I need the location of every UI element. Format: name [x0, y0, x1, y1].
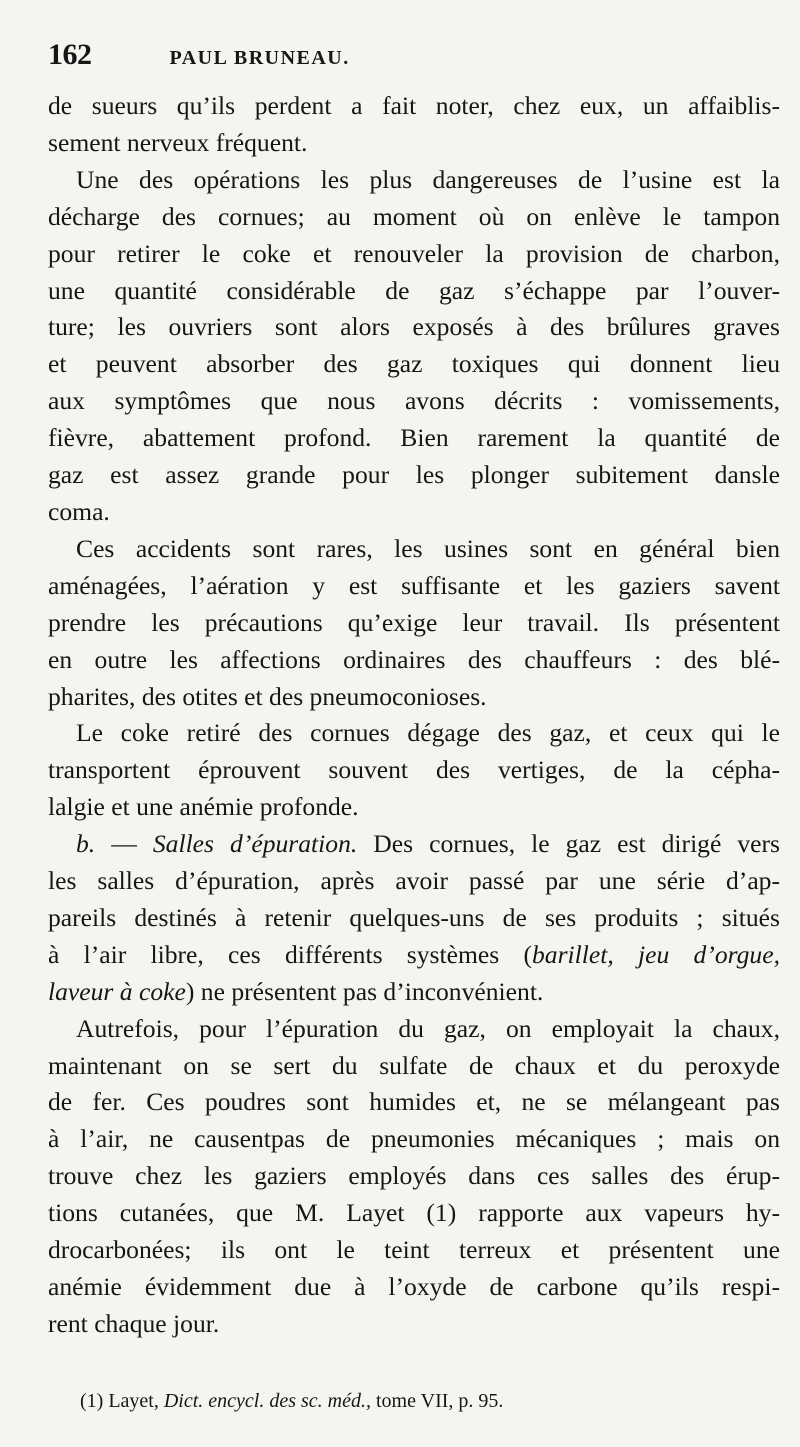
text-line: à l’air libre, ces différents systèmes (barillet, jeu d’orgue,: [48, 939, 780, 969]
text-line: sement nerveux fréquent.: [48, 127, 308, 157]
body-text: [48, 88, 780, 1343]
text-line: et peuvent absorber des gaz toxiques qui donnent lieu: [48, 349, 780, 379]
text-line: à l’air, ne causentpas de pneumonies mécaniques ; mais on: [48, 1124, 780, 1154]
text-line: trouve chez les gaziers employés dans ces salles des érup-: [48, 1161, 780, 1191]
text-line: Autrefois, pour l’épuration du gaz, on employait la chaux,: [76, 1013, 780, 1043]
page-number: 162: [48, 38, 92, 71]
text-line: pour retirer le coke et renouveler la provision de charbon,: [48, 238, 780, 268]
text-line: transportent éprouvent souvent des vertiges, de la cépha-: [48, 755, 780, 785]
footnote-marker: (1): [80, 1390, 104, 1412]
text-line: fièvre, abattement profond. Bien rarement la quantité de: [48, 423, 780, 453]
text-line: lalgie et une anémie profonde.: [48, 792, 359, 822]
text-line: pareils destinés à retenir quelques-uns de ses produits ; situés: [48, 902, 780, 932]
text-line: Ces accidents sont rares, les usines sont en général bien: [76, 533, 780, 563]
text-line: rent chaque jour.: [48, 1308, 220, 1338]
footnote: [80, 1390, 503, 1413]
page-header: [48, 38, 780, 88]
text-line: pharites, des otites et des pneumoconioses.: [48, 681, 487, 711]
text-line: anémie évidemment due à l’oxyde de carbone qu’ils respi-: [48, 1272, 780, 1301]
text-line: coma.: [48, 496, 110, 526]
text-line: maintenant on se sert du sulfate de chaux et du peroxyde: [48, 1050, 780, 1080]
text-line: de fer. Ces poudres sont humides et, ne se mélangeant pas: [48, 1087, 780, 1117]
running-head: PAUL BRUNEAU.: [169, 47, 350, 69]
text-line: décharge des cornues; au moment où on enlève le tampon: [48, 201, 780, 231]
footnote-author: Layet,: [108, 1390, 159, 1412]
text-line: ture; les ouvriers sont alors exposés à des brûlures graves: [48, 312, 780, 342]
text-line: de sueurs qu’ils perdent a fait noter, chez eux, un affaiblis-: [48, 91, 780, 120]
text-line: les salles d’épuration, après avoir passé par une série d’ap-: [48, 866, 780, 896]
text-line: Une des opérations les plus dangereuses de l’usine est la: [76, 164, 780, 194]
text-line: laveur à coke) ne présentent pas d’inconvénient.: [48, 976, 544, 1006]
text-line: Le coke retiré des cornues dégage des gaz, et ceux qui le: [76, 718, 780, 748]
text-line: en outre les affections ordinaires des chauffeurs : des blé-: [48, 644, 780, 674]
text-line: une quantité considérable de gaz s’échappe par l’ouver-: [48, 275, 780, 305]
text-line: tions cutanées, que M. Layet (1) rapporte aux vapeurs hy-: [48, 1198, 780, 1228]
footnote-reference: tome VII, p. 95.: [376, 1390, 504, 1412]
text-line: aux symptômes que nous avons décrits : vomissements,: [48, 386, 780, 416]
text-line: b. — Salles d’épuration. Des cornues, le gaz est dirigé vers: [76, 829, 781, 859]
footnote-work: Dict. encycl. des sc. méd.,: [163, 1390, 371, 1412]
text-line: drocarbonées; ils ont le teint terreux et présentent une: [48, 1235, 780, 1265]
text-line: gaz est assez grande pour les plonger subitement dansle: [48, 460, 780, 490]
text-line: aménagées, l’aération y est suffisante et les gaziers savent: [48, 570, 780, 600]
text-line: prendre les précautions qu’exige leur travail. Ils présentent: [48, 607, 780, 637]
